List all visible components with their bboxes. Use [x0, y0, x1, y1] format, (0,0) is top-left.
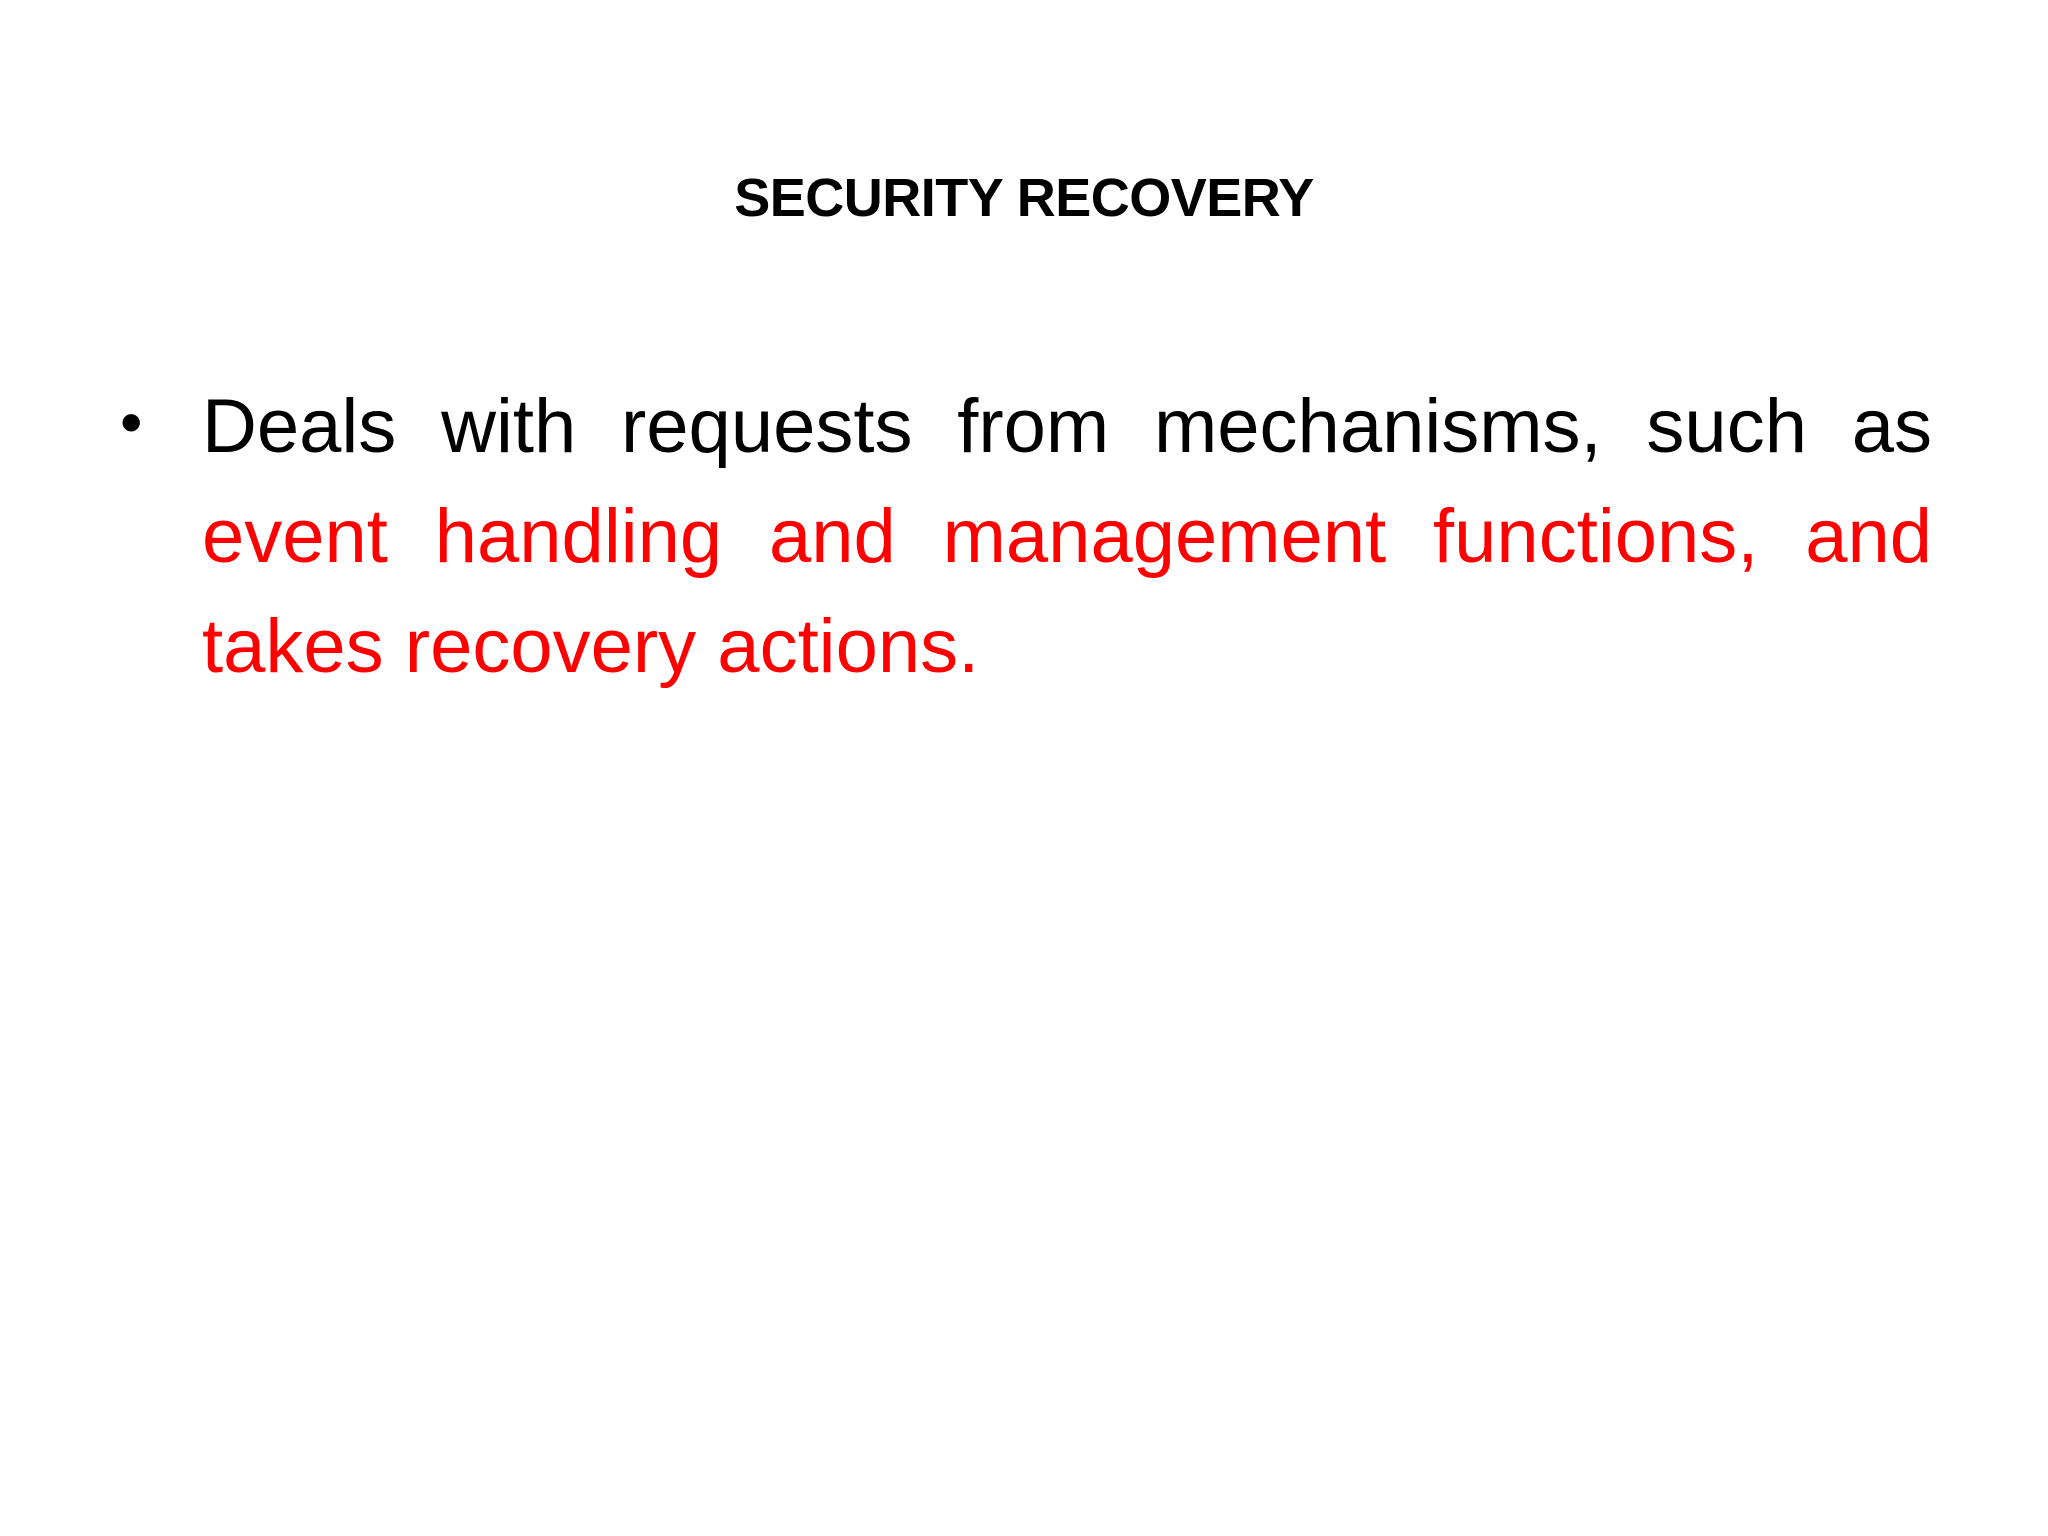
bullet-text-black: Deals with requests from mechanisms, such as [202, 384, 1932, 469]
bullet-text-red-highlight: event handling and management functions, and takes recovery actions. [202, 494, 1932, 689]
slide-title: SECURITY RECOVERY [734, 168, 1314, 228]
bullet-item [120, 372, 1932, 702]
bullet-list [120, 372, 1932, 702]
bullet-marker: • [120, 386, 143, 458]
